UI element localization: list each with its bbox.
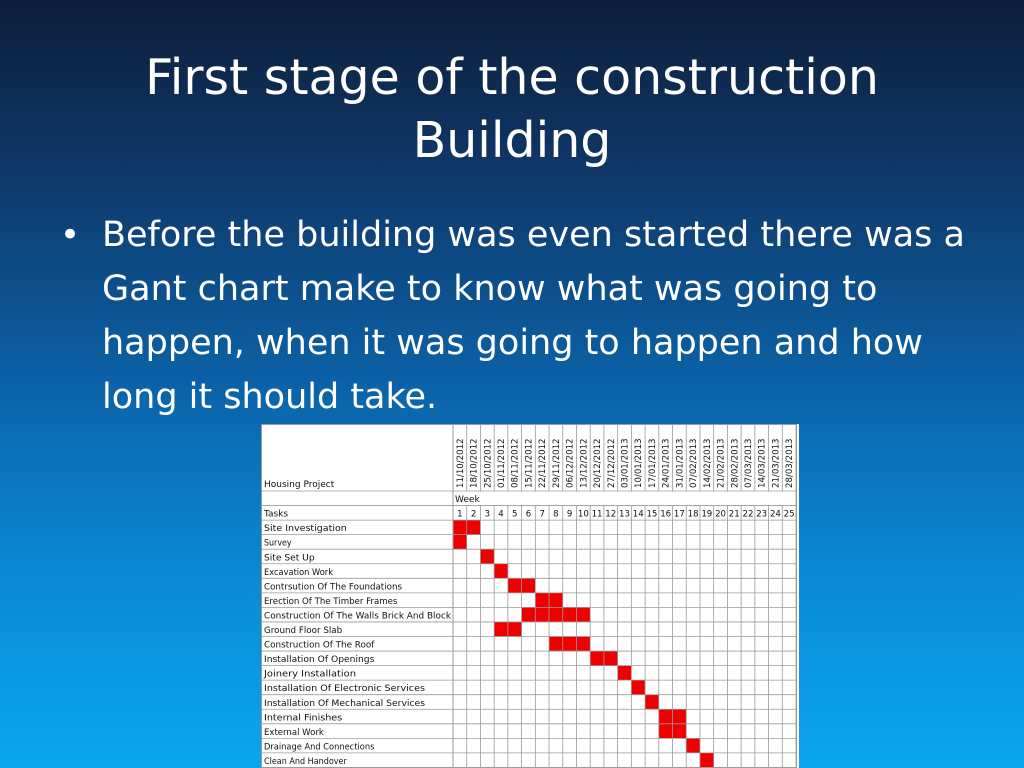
- gantt-task-label-8: Ground Floor Slab: [264, 626, 343, 636]
- gantt-date-label-19: 14/02/2013: [702, 438, 713, 488]
- gantt-task-label-4: Excavation Work: [264, 567, 333, 578]
- gantt-week-number-22: 22: [742, 509, 754, 520]
- gantt-week-number-19: 19: [701, 509, 713, 520]
- gantt-date-label-24: 21/03/2013: [771, 438, 782, 488]
- gantt-date-label-8: 29/11/2012: [551, 438, 562, 488]
- gantt-bar-16: [686, 738, 700, 753]
- gantt-week-number-10: 10: [577, 509, 589, 520]
- gantt-week-number-21: 21: [728, 509, 740, 520]
- gantt-date-label-15: 17/01/2013: [647, 438, 658, 488]
- gantt-week-number-15: 15: [646, 509, 658, 520]
- bullet-dot-icon: •: [60, 215, 81, 255]
- gantt-date-label-17: 31/01/2013: [675, 438, 686, 488]
- gantt-week-number-1: 1: [457, 509, 463, 520]
- gantt-task-label-16: Drainage And Connections: [264, 742, 375, 753]
- gantt-bar-7: [522, 607, 591, 622]
- gantt-date-label-18: 07/02/2013: [689, 438, 700, 488]
- gantt-bar-12: [631, 680, 645, 695]
- gantt-bar-3: [480, 549, 494, 564]
- gantt-task-label-3: Site Set Up: [264, 553, 316, 564]
- gantt-date-label-10: 13/12/2012: [579, 438, 590, 488]
- gantt-week-number-20: 20: [715, 509, 727, 520]
- gantt-chart: [261, 424, 799, 768]
- gantt-week-number-11: 11: [591, 509, 603, 520]
- gantt-bar-9: [549, 637, 590, 652]
- gantt-bar-4: [494, 564, 508, 579]
- slide-title-line-1: First stage of the construction: [145, 49, 879, 106]
- gantt-date-label-2: 18/10/2012: [469, 438, 480, 488]
- gantt-week-row-fill: [454, 492, 796, 505]
- gantt-date-label-25: 28/03/2013: [785, 438, 796, 488]
- gantt-date-label-22: 07/03/2013: [743, 438, 754, 488]
- slide-title-line-2: Building: [412, 112, 612, 169]
- gantt-date-label-13: 03/01/2013: [620, 438, 631, 488]
- gantt-week-number-23: 23: [756, 509, 768, 520]
- gantt-date-label-5: 08/11/2012: [510, 438, 521, 488]
- bullet-text: Before the building was even started there was a Gant chart make to know what was going to happen, when it was going to happen and how long it should take.: [102, 215, 965, 417]
- gantt-week-number-2: 2: [470, 509, 477, 520]
- gantt-bar-2: [453, 535, 467, 550]
- gantt-week-number-6: 6: [525, 509, 532, 520]
- gantt-task-label-5: Contrsution Of The Foundations: [264, 582, 403, 593]
- gantt-date-label-14: 10/01/2013: [634, 438, 645, 488]
- slide-title: [60, 46, 964, 172]
- gantt-chart-svg: [261, 424, 799, 768]
- gantt-bar-11: [618, 666, 632, 681]
- gantt-date-label-16: 24/01/2013: [661, 438, 672, 488]
- gantt-date-label-7: 22/11/2012: [538, 438, 549, 488]
- gantt-date-label-3: 25/10/2012: [483, 438, 494, 488]
- gantt-date-label-6: 15/11/2012: [524, 438, 535, 488]
- gantt-week-number-18: 18: [687, 509, 699, 520]
- gantt-week-number-25: 25: [783, 509, 795, 520]
- gantt-task-label-12: Installation Of Electronic Services: [264, 684, 426, 695]
- gantt-date-label-20: 21/02/2013: [716, 438, 727, 488]
- gantt-task-label-1: Site Investigation: [264, 524, 347, 535]
- gantt-project-label: Housing Project: [264, 480, 335, 490]
- gantt-task-label-15: External Work: [264, 727, 324, 738]
- gantt-week-number-9: 9: [566, 509, 573, 520]
- gantt-bar-17: [700, 753, 714, 768]
- gantt-task-label-17: Clean And Handover: [264, 756, 348, 767]
- gantt-task-label-9: Construction Of The Roof: [264, 640, 376, 651]
- gantt-date-label-21: 28/02/2013: [730, 438, 741, 488]
- gantt-week-number-16: 16: [660, 509, 672, 520]
- gantt-task-label-2: Survey: [264, 538, 292, 549]
- gantt-task-label-11: Joinery Installation: [262, 669, 356, 680]
- gantt-week-number-13: 13: [619, 509, 630, 520]
- gantt-bar-13: [645, 695, 659, 710]
- gantt-week-number-8: 8: [553, 509, 559, 520]
- gantt-date-label-23: 14/03/2013: [757, 438, 768, 488]
- gantt-date-label-9: 06/12/2012: [565, 438, 576, 488]
- gantt-task-label-6: Erection Of The Timber Frames: [264, 596, 398, 607]
- gantt-task-label-13: Installation Of Mechanical Services: [264, 698, 426, 709]
- gantt-date-label-12: 27/12/2012: [606, 438, 617, 488]
- gantt-week-number-4: 4: [498, 509, 504, 520]
- gantt-week-label: Week: [455, 495, 480, 506]
- gantt-week-number-12: 12: [605, 509, 617, 520]
- gantt-week-number-3: 3: [484, 509, 491, 520]
- gantt-week-number-5: 5: [512, 509, 518, 520]
- gantt-date-label-4: 01/11/2012: [497, 438, 508, 488]
- gantt-week-number-7: 7: [539, 509, 545, 520]
- gantt-week-number-24: 24: [769, 509, 781, 520]
- gantt-date-label-11: 20/12/2012: [593, 438, 604, 488]
- gantt-task-label-10: Installation Of Openings: [264, 655, 375, 666]
- gantt-task-label-7: Construction Of The Walls Brick And Block: [264, 611, 451, 622]
- gantt-date-label-1: 11/10/2012: [455, 438, 466, 488]
- gantt-task-label-14: Internal Finishes: [264, 713, 343, 724]
- gantt-week-number-17: 17: [673, 509, 685, 520]
- gantt-tasks-label: Tasks: [264, 509, 289, 520]
- gantt-week-number-14: 14: [632, 509, 644, 520]
